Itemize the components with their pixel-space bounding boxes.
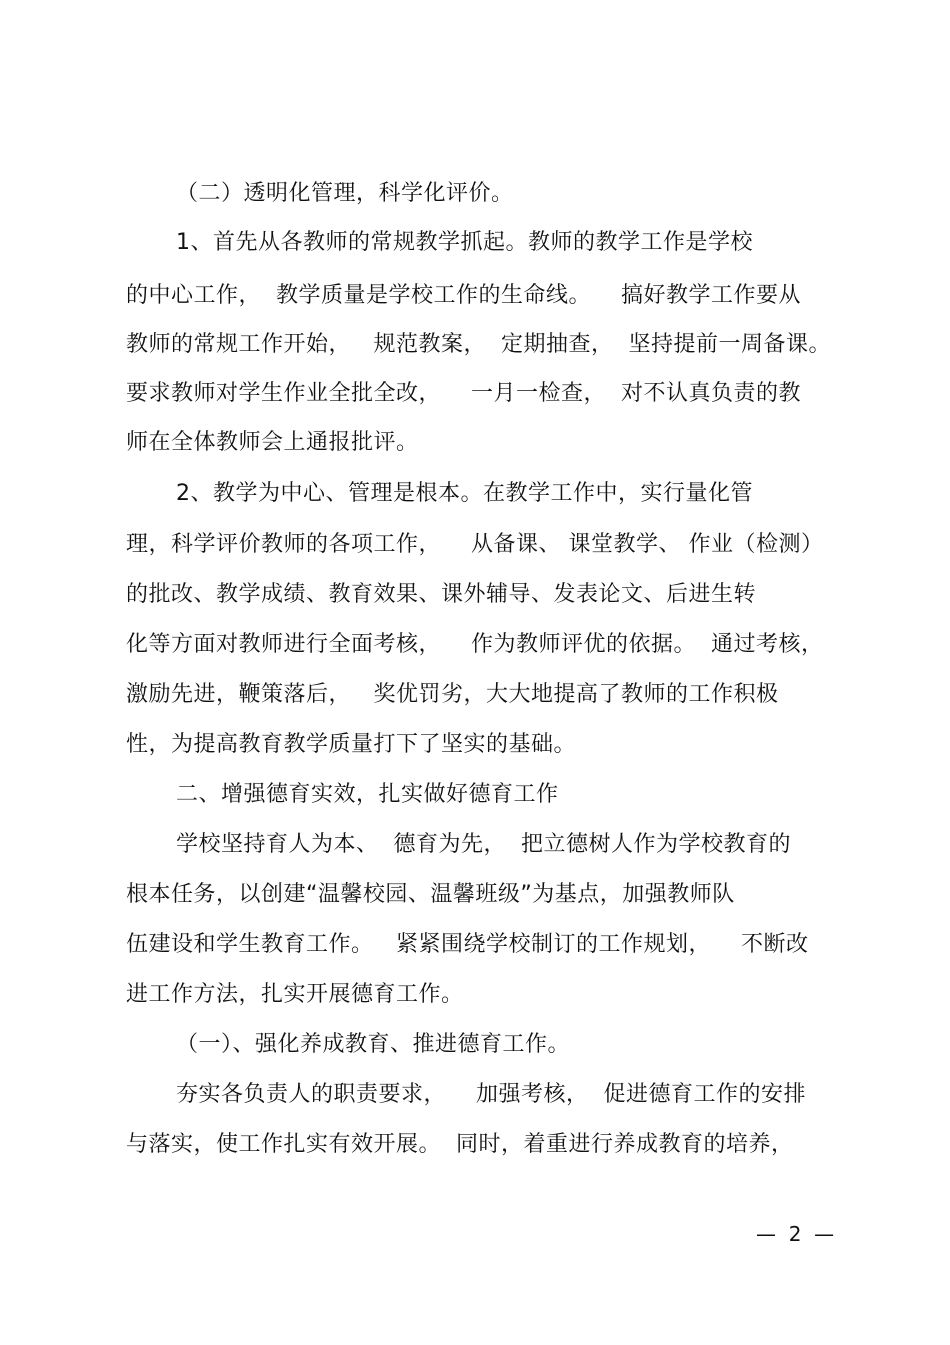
paragraph-line: 激励先进，鞭策落后， 奖优罚劣，大大地提高了教师的工作积极 bbox=[126, 682, 779, 707]
paragraph-line: 的批改、教学成绩、教育效果、课外辅导、发表论文、后进生转 bbox=[126, 582, 757, 607]
paragraph-line: 教师的常规工作开始， 规范教案， 定期抽查， 坚持提前一周备课。 bbox=[126, 332, 831, 357]
paragraph-line: 夯实各负责人的职责要求， 加强考核， 促进德育工作的安排 bbox=[176, 1082, 806, 1107]
paragraph-line: 性，为提高教育教学质量打下了坚实的基础。 bbox=[126, 732, 577, 757]
paragraph-line: 师在全体教师会上通报批评。 bbox=[126, 430, 419, 455]
paragraph-line: 化等方面对教师进行全面考核， 作为教师评优的依据。 通过考核， bbox=[126, 632, 824, 657]
section-heading-moral-education: 二、增强德育实效，扎实做好德育工作 bbox=[176, 782, 559, 807]
paragraph-line: 根本任务，以创建“温馨校园、温馨班级”为基点，加强教师队 bbox=[126, 882, 735, 907]
paragraph-line: 进工作方法，扎实开展德育工作。 bbox=[126, 982, 464, 1007]
section-heading-habit-education: （一）、强化养成教育、推进德育工作。 bbox=[176, 1032, 571, 1057]
paragraph-line: 的中心工作， 教学质量是学校工作的生命线。 搞好教学工作要从 bbox=[126, 283, 801, 308]
paragraph-line: 伍建设和学生教育工作。 紧紧围绕学校制订的工作规划， 不断改 bbox=[126, 932, 809, 957]
paragraph-line: 要求教师对学生作业全批全改， 一月一检查， 对不认真负责的教 bbox=[126, 381, 801, 406]
paragraph-line: 与落实，使工作扎实有效开展。 同时，着重进行养成教育的培养， bbox=[126, 1132, 794, 1157]
section-heading-transparent-management: （二）透明化管理，科学化评价。 bbox=[176, 181, 514, 206]
paragraph-line: 理，科学评价教师的各项工作， 从备课、 课堂教学、 作业（检测） bbox=[126, 532, 824, 557]
paragraph-line: 2、教学为中心、管理是根本。在教学工作中，实行量化管 bbox=[176, 481, 753, 506]
paragraph-line: 学校坚持育人为本、 德育为先， 把立德树人作为学校教育的 bbox=[176, 832, 791, 857]
page-number: — 2 — bbox=[756, 1222, 835, 1246]
paragraph-line: 1、首先从各教师的常规教学抓起。教师的教学工作是学校 bbox=[176, 230, 753, 255]
